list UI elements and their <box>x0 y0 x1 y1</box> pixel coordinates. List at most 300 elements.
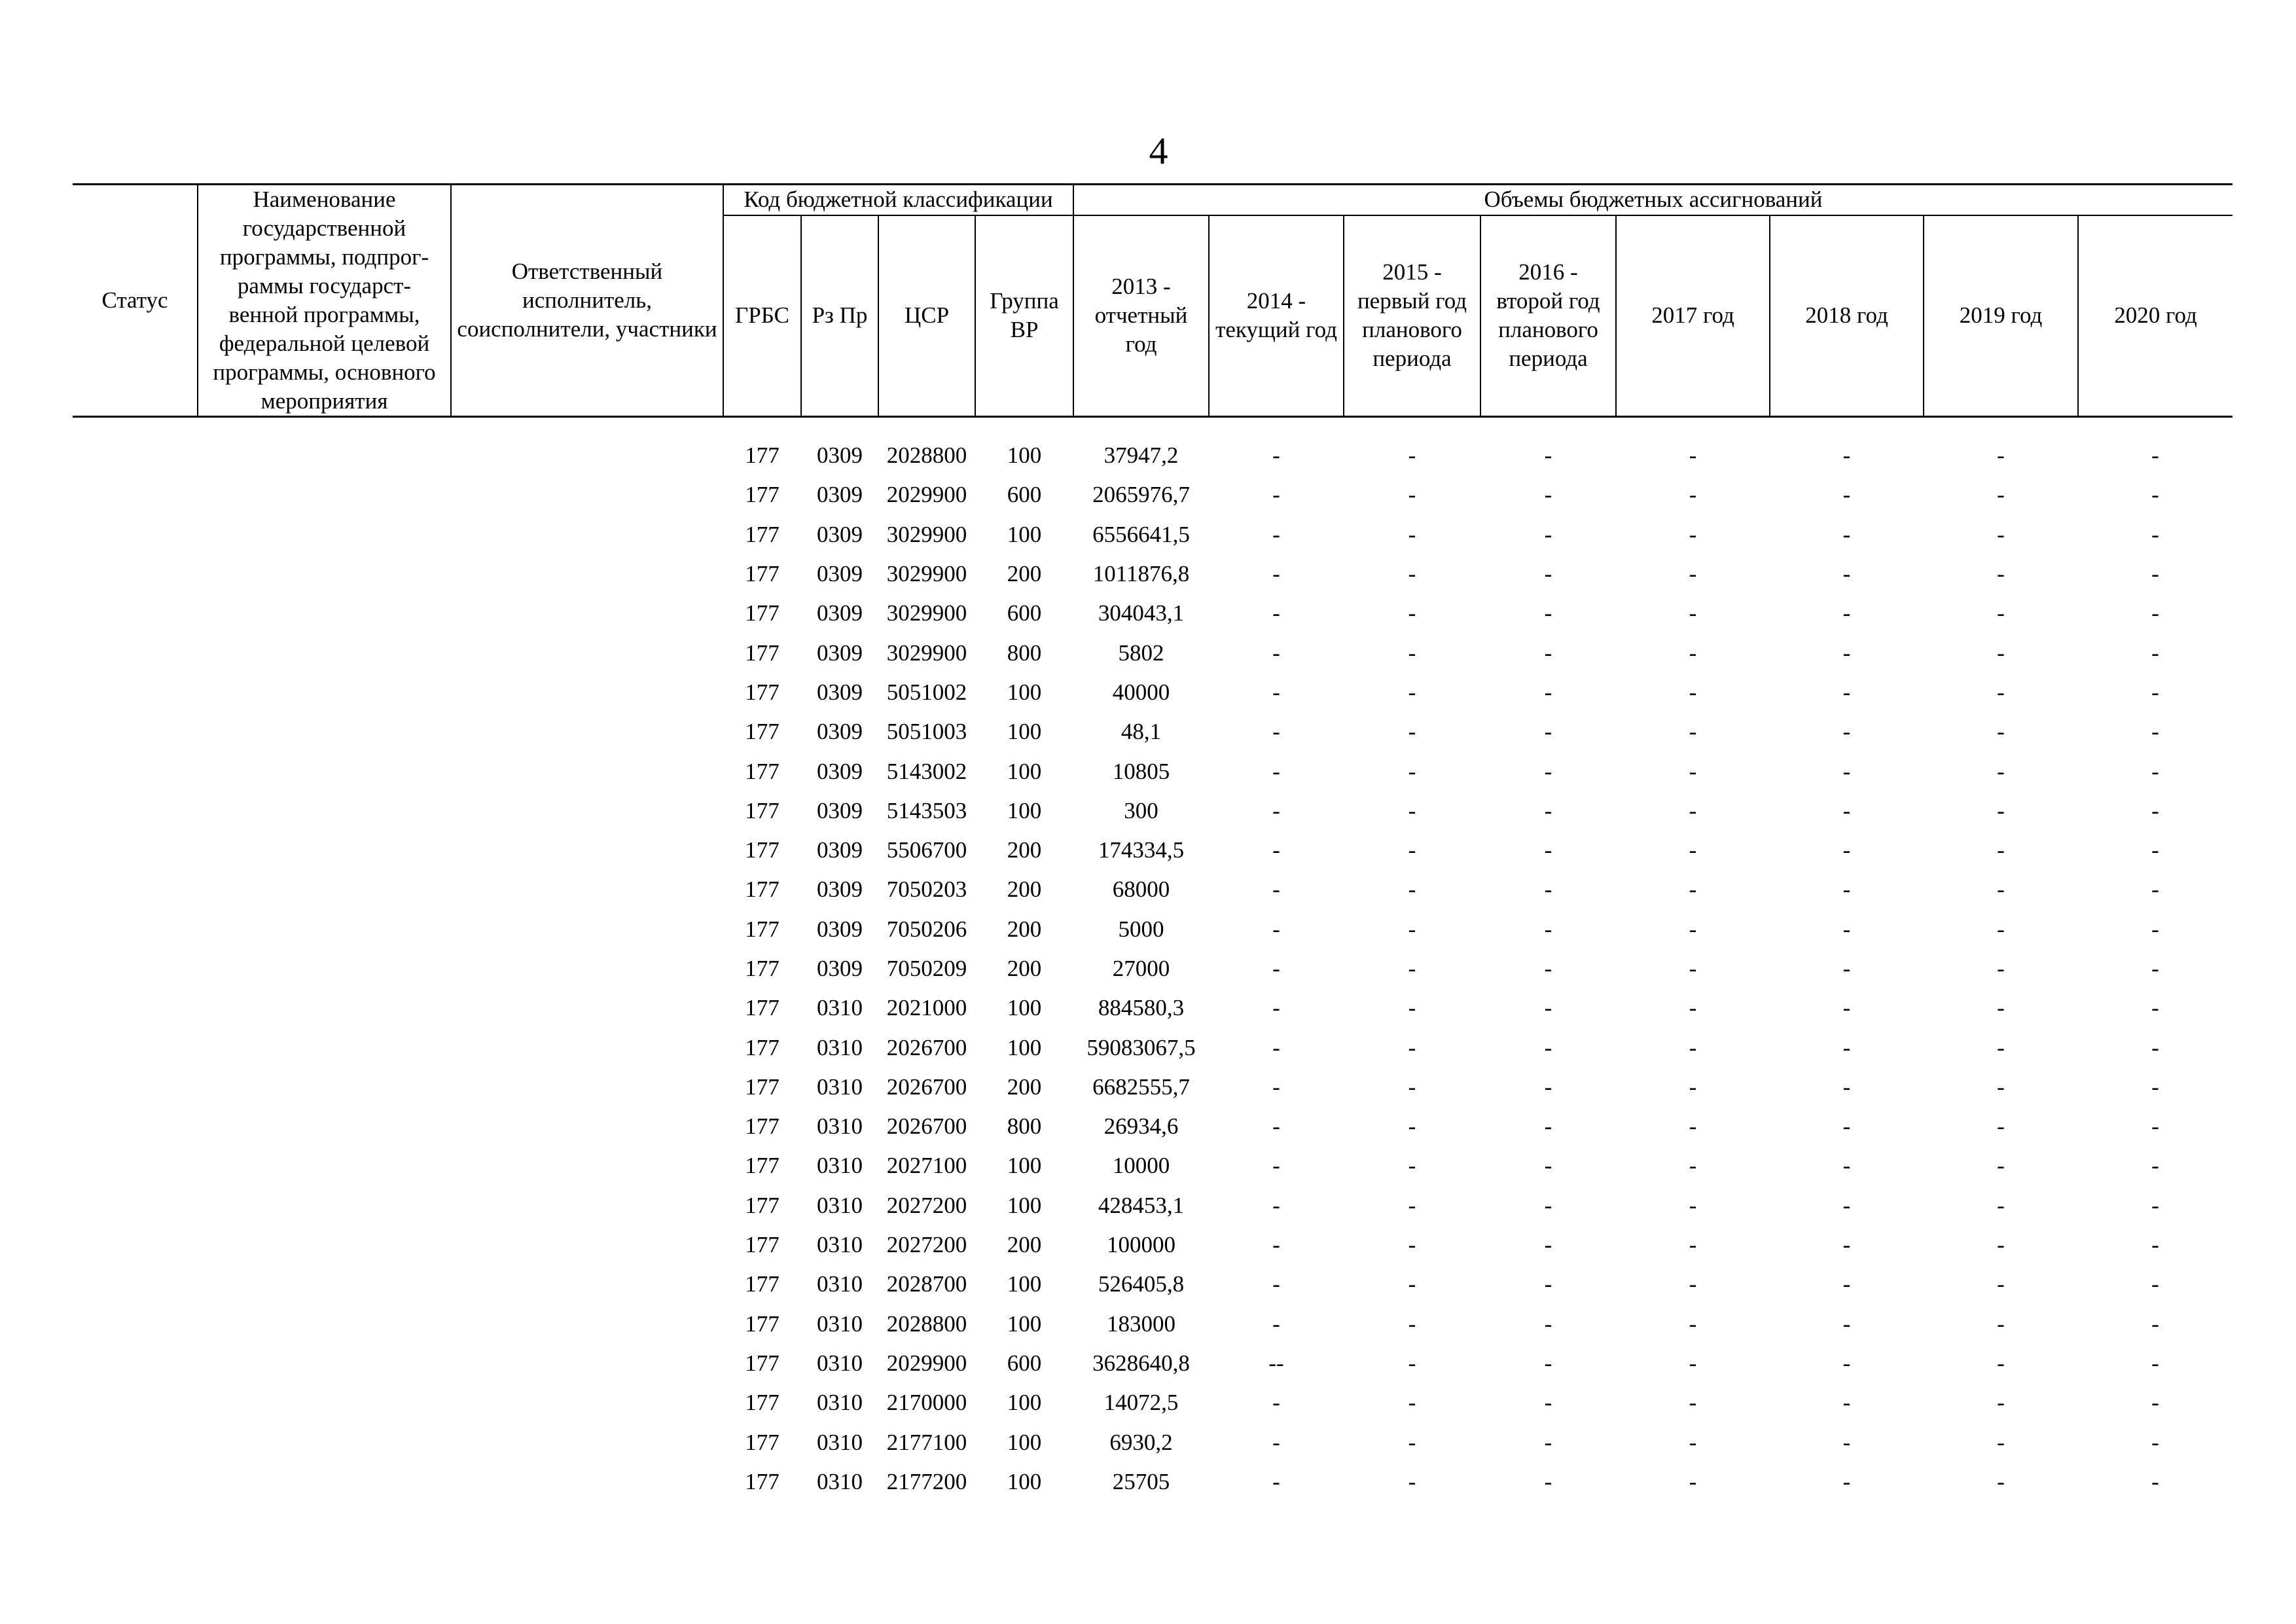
cell-status <box>73 712 198 751</box>
cell-2017: - <box>1689 1074 1697 1100</box>
cell-responsible <box>451 1107 723 1146</box>
table-row <box>73 988 2233 1028</box>
cell-2015: - <box>1408 442 1416 469</box>
cell-2014: - <box>1272 1310 1280 1337</box>
cell-grbs: 177 <box>745 1232 780 1258</box>
cell-2017: - <box>1689 1310 1697 1337</box>
cell-program-name <box>198 1344 451 1383</box>
cell-2015: - <box>1408 719 1416 745</box>
header-rzpr: Рз Пр <box>801 215 878 417</box>
cell-2019: - <box>1997 956 2005 981</box>
cell-2014: - <box>1272 1113 1280 1140</box>
cell-status <box>73 1186 198 1225</box>
cell-2014: - <box>1272 679 1280 705</box>
cell-2018: - <box>1842 1034 1851 1060</box>
cell-2020: - <box>2151 1429 2159 1455</box>
cell-2020: - <box>2151 916 2159 942</box>
cell-rzpr: 0310 <box>817 1350 863 1376</box>
cell-rzpr: 0309 <box>817 482 863 508</box>
cell-2017: - <box>1689 1034 1697 1060</box>
cell-vr: 200 <box>1007 1232 1042 1258</box>
cell-2015: - <box>1408 1310 1416 1337</box>
cell-vr: 100 <box>1007 1034 1042 1060</box>
cell-responsible <box>451 1186 723 1225</box>
cell-program-name <box>198 988 451 1028</box>
cell-vr: 100 <box>1007 1468 1042 1494</box>
cell-2018: - <box>1842 1468 1851 1494</box>
cell-status <box>73 870 198 909</box>
table-row <box>73 751 2233 791</box>
cell-csr: 2027100 <box>886 1153 967 1179</box>
cell-responsible <box>451 1028 723 1067</box>
cell-status <box>73 673 198 712</box>
cell-2017: - <box>1689 719 1697 745</box>
cell-2013: 6682555,7 <box>1092 1074 1190 1100</box>
cell-grbs: 177 <box>745 1034 780 1060</box>
cell-rzpr: 0310 <box>817 1034 863 1060</box>
table-row <box>73 712 2233 751</box>
cell-2014: - <box>1272 521 1280 547</box>
cell-2015: - <box>1408 1390 1416 1416</box>
cell-csr: 5506700 <box>886 837 967 863</box>
cell-vr: 800 <box>1007 1113 1042 1140</box>
cell-2016: - <box>1544 1468 1552 1494</box>
cell-program-name <box>198 673 451 712</box>
cell-grbs: 177 <box>745 679 780 705</box>
cell-2013: 5802 <box>1118 640 1164 666</box>
cell-2015: - <box>1408 916 1416 942</box>
cell-2018: - <box>1842 521 1851 547</box>
cell-2017: - <box>1689 1271 1697 1297</box>
cell-2020: - <box>2151 837 2159 863</box>
table-row <box>73 673 2233 712</box>
cell-2020: - <box>2151 1113 2159 1140</box>
cell-2020: - <box>2151 1390 2159 1416</box>
cell-2018: - <box>1842 837 1851 863</box>
cell-status <box>73 1225 198 1265</box>
cell-2015: - <box>1408 1074 1416 1100</box>
cell-2014: - <box>1272 482 1280 508</box>
cell-2020: - <box>2151 442 2159 469</box>
cell-2017: - <box>1689 1390 1697 1416</box>
cell-2014: - <box>1272 1429 1280 1455</box>
cell-vr: 100 <box>1007 1153 1042 1179</box>
cell-2020: - <box>2151 797 2159 823</box>
cell-2017: - <box>1689 640 1697 666</box>
cell-csr: 2028700 <box>886 1271 967 1297</box>
table-row <box>73 1225 2233 1265</box>
table-row <box>73 633 2233 672</box>
header-status: Статус <box>73 185 198 417</box>
cell-2015: - <box>1408 1429 1416 1455</box>
cell-2014: - <box>1272 1074 1280 1100</box>
cell-2013: 526405,8 <box>1098 1271 1185 1297</box>
cell-grbs: 177 <box>745 1468 780 1494</box>
cell-2020: - <box>2151 719 2159 745</box>
cell-grbs: 177 <box>745 837 780 863</box>
cell-responsible <box>451 949 723 988</box>
cell-2013: 183000 <box>1107 1310 1175 1337</box>
cell-csr: 2026700 <box>886 1074 967 1100</box>
cell-2020: - <box>2151 1232 2159 1258</box>
cell-responsible <box>451 515 723 554</box>
cell-program-name <box>198 1028 451 1067</box>
cell-2014: - <box>1272 561 1280 587</box>
cell-2014: - <box>1272 758 1280 784</box>
cell-2019: - <box>1997 679 2005 705</box>
cell-2014: - <box>1272 1153 1280 1179</box>
header-responsible: Ответственный исполнитель, соисполнители, участники <box>451 185 723 417</box>
cell-responsible <box>451 554 723 594</box>
cell-grbs: 177 <box>745 1113 780 1140</box>
cell-2019: - <box>1997 837 2005 863</box>
cell-2016: - <box>1544 837 1552 863</box>
cell-2018: - <box>1842 1350 1851 1376</box>
cell-vr: 200 <box>1007 561 1042 587</box>
table-row <box>73 949 2233 988</box>
table-row <box>73 554 2233 594</box>
cell-2015: - <box>1408 1271 1416 1297</box>
header-csr: ЦСР <box>878 215 975 417</box>
cell-grbs: 177 <box>745 1350 780 1376</box>
cell-rzpr: 0310 <box>817 1310 863 1337</box>
cell-program-name <box>198 1265 451 1304</box>
cell-2019: - <box>1997 1113 2005 1140</box>
cell-2015: - <box>1408 1113 1416 1140</box>
cell-2013: 6556641,5 <box>1092 521 1190 547</box>
cell-status <box>73 554 198 594</box>
cell-2018: - <box>1842 956 1851 981</box>
cell-2019: - <box>1997 561 2005 587</box>
cell-rzpr: 0310 <box>817 1468 863 1494</box>
cell-rzpr: 0310 <box>817 995 863 1021</box>
cell-csr: 2029900 <box>886 482 967 508</box>
cell-2019: - <box>1997 640 2005 666</box>
cell-2018: - <box>1842 1153 1851 1179</box>
cell-program-name <box>198 1186 451 1225</box>
cell-rzpr: 0309 <box>817 956 863 981</box>
cell-vr: 100 <box>1007 758 1042 784</box>
cell-2016: - <box>1544 482 1552 508</box>
cell-program-name <box>198 1068 451 1107</box>
cell-2014: - <box>1272 995 1280 1021</box>
cell-responsible <box>451 1422 723 1462</box>
cell-grbs: 177 <box>745 956 780 981</box>
cell-status <box>73 1265 198 1304</box>
cell-2013: 27000 <box>1112 956 1170 981</box>
cell-2017: - <box>1689 1350 1697 1376</box>
cell-grbs: 177 <box>745 876 780 903</box>
cell-2018: - <box>1842 600 1851 626</box>
cell-2020: - <box>2151 1074 2159 1100</box>
cell-2013: 100000 <box>1107 1232 1175 1258</box>
cell-2016: - <box>1544 956 1552 981</box>
cell-2018: - <box>1842 758 1851 784</box>
cell-vr: 100 <box>1007 995 1042 1021</box>
cell-csr: 2027200 <box>886 1192 967 1218</box>
cell-2017: - <box>1689 1468 1697 1494</box>
cell-2020: - <box>2151 876 2159 903</box>
cell-csr: 3029900 <box>886 640 967 666</box>
cell-2017: - <box>1689 956 1697 981</box>
cell-vr: 100 <box>1007 719 1042 745</box>
header-2018: 2018 год <box>1770 215 1924 417</box>
cell-csr: 2177100 <box>886 1429 967 1455</box>
cell-program-name <box>198 712 451 751</box>
cell-vr: 600 <box>1007 1350 1042 1376</box>
cell-rzpr: 0310 <box>817 1192 863 1218</box>
cell-2018: - <box>1842 442 1851 469</box>
cell-csr: 3029900 <box>886 600 967 626</box>
cell-2020: - <box>2151 1468 2159 1494</box>
cell-2015: - <box>1408 521 1416 547</box>
cell-program-name <box>198 1146 451 1185</box>
cell-rzpr: 0310 <box>817 1232 863 1258</box>
cell-rzpr: 0309 <box>817 876 863 903</box>
cell-2013: 26934,6 <box>1103 1113 1179 1140</box>
cell-vr: 100 <box>1007 1310 1042 1337</box>
header-grbs: ГРБС <box>723 215 801 417</box>
cell-2019: - <box>1997 1429 2005 1455</box>
cell-2015: - <box>1408 561 1416 587</box>
cell-2015: - <box>1408 1232 1416 1258</box>
table-row <box>73 436 2233 475</box>
cell-2013: 37947,2 <box>1103 442 1179 469</box>
cell-rzpr: 0309 <box>817 758 863 784</box>
table-row <box>73 515 2233 554</box>
cell-2013: 48,1 <box>1121 719 1162 745</box>
cell-2014: - <box>1272 640 1280 666</box>
cell-2016: - <box>1544 876 1552 903</box>
cell-2013: 884580,3 <box>1098 995 1185 1021</box>
cell-grbs: 177 <box>745 1390 780 1416</box>
cell-csr: 2170000 <box>886 1390 967 1416</box>
cell-csr: 2028800 <box>886 442 967 469</box>
header-2019: 2019 год <box>1924 215 2078 417</box>
cell-2020: - <box>2151 561 2159 587</box>
cell-2016: - <box>1544 679 1552 705</box>
cell-2018: - <box>1842 1232 1851 1258</box>
cell-2015: - <box>1408 679 1416 705</box>
cell-vr: 100 <box>1007 1429 1042 1455</box>
cell-2019: - <box>1997 995 2005 1021</box>
cell-2015: - <box>1408 956 1416 981</box>
table-row <box>73 1068 2233 1107</box>
cell-2018: - <box>1842 1271 1851 1297</box>
cell-csr: 7050209 <box>886 956 967 981</box>
cell-2020: - <box>2151 600 2159 626</box>
cell-2013: 10805 <box>1112 758 1170 784</box>
cell-2020: - <box>2151 1192 2159 1218</box>
cell-vr: 200 <box>1007 1074 1042 1100</box>
cell-2017: - <box>1689 995 1697 1021</box>
cell-program-name <box>198 1107 451 1146</box>
cell-2017: - <box>1689 1153 1697 1179</box>
header-2016: 2016 - второй год планового периода <box>1480 215 1616 417</box>
cell-2015: - <box>1408 995 1416 1021</box>
cell-grbs: 177 <box>745 1192 780 1218</box>
cell-2015: - <box>1408 1350 1416 1376</box>
cell-2013: 304043,1 <box>1098 600 1185 626</box>
cell-responsible <box>451 1068 723 1107</box>
cell-vr: 800 <box>1007 640 1042 666</box>
cell-2016: - <box>1544 1113 1552 1140</box>
cell-responsible <box>451 751 723 791</box>
cell-responsible <box>451 1265 723 1304</box>
cell-responsible <box>451 475 723 514</box>
cell-vr: 100 <box>1007 679 1042 705</box>
cell-2016: - <box>1544 1429 1552 1455</box>
cell-2016: - <box>1544 600 1552 626</box>
cell-2014: - <box>1272 837 1280 863</box>
table-row <box>73 1344 2233 1383</box>
cell-2017: - <box>1689 482 1697 508</box>
table-row <box>73 1146 2233 1185</box>
table-row <box>73 1305 2233 1344</box>
cell-2019: - <box>1997 1271 2005 1297</box>
cell-csr: 7050203 <box>886 876 967 903</box>
cell-2016: - <box>1544 1232 1552 1258</box>
cell-grbs: 177 <box>745 1310 780 1337</box>
cell-2013: 174334,5 <box>1098 837 1185 863</box>
header-2017: 2017 год <box>1616 215 1770 417</box>
cell-2015: - <box>1408 876 1416 903</box>
cell-2016: - <box>1544 1350 1552 1376</box>
header-program-name: Наименование государственной программы, подпрог- раммы государст- венной программы, федеральной целевой программы, основного мероприятия <box>198 185 451 417</box>
cell-responsible <box>451 1225 723 1265</box>
cell-2013: 6930,2 <box>1109 1429 1173 1455</box>
cell-2014: - <box>1272 1232 1280 1258</box>
cell-2016: - <box>1544 1074 1552 1100</box>
table-row <box>73 910 2233 949</box>
cell-2014: - <box>1272 442 1280 469</box>
cell-responsible <box>451 1383 723 1422</box>
cell-2020: - <box>2151 521 2159 547</box>
cell-2018: - <box>1842 797 1851 823</box>
cell-rzpr: 0309 <box>817 719 863 745</box>
cell-2013: 68000 <box>1112 876 1170 903</box>
cell-2013: 428453,1 <box>1098 1192 1185 1218</box>
cell-csr: 2027200 <box>886 1232 967 1258</box>
cell-status <box>73 1344 198 1383</box>
cell-rzpr: 0309 <box>817 442 863 469</box>
cell-2019: - <box>1997 916 2005 942</box>
cell-2016: - <box>1544 1271 1552 1297</box>
cell-2016: - <box>1544 1192 1552 1218</box>
cell-csr: 2021000 <box>886 995 967 1021</box>
page-number: 4 <box>1149 130 1168 172</box>
cell-responsible <box>451 633 723 672</box>
cell-program-name <box>198 1225 451 1265</box>
cell-2014: - <box>1272 1468 1280 1494</box>
cell-csr: 5051002 <box>886 679 967 705</box>
cell-2018: - <box>1842 876 1851 903</box>
cell-2014: - <box>1272 876 1280 903</box>
cell-status <box>73 633 198 672</box>
cell-grbs: 177 <box>745 995 780 1021</box>
cell-grbs: 177 <box>745 719 780 745</box>
cell-rzpr: 0309 <box>817 916 863 942</box>
cell-status <box>73 1462 198 1502</box>
cell-2017: - <box>1689 679 1697 705</box>
cell-csr: 3029900 <box>886 561 967 587</box>
cell-2015: - <box>1408 482 1416 508</box>
cell-program-name <box>198 594 451 633</box>
cell-responsible <box>451 988 723 1028</box>
cell-grbs: 177 <box>745 916 780 942</box>
cell-status <box>73 1068 198 1107</box>
cell-2018: - <box>1842 1429 1851 1455</box>
cell-2018: - <box>1842 679 1851 705</box>
cell-2018: - <box>1842 916 1851 942</box>
cell-rzpr: 0310 <box>817 1390 863 1416</box>
cell-2017: - <box>1689 916 1697 942</box>
cell-vr: 600 <box>1007 482 1042 508</box>
table-row <box>73 1265 2233 1304</box>
header-budget-code-group: Код бюджетной классификации <box>723 185 1073 215</box>
cell-responsible <box>451 712 723 751</box>
cell-status <box>73 1146 198 1185</box>
cell-2017: - <box>1689 561 1697 587</box>
table-row <box>73 475 2233 514</box>
cell-2017: - <box>1689 758 1697 784</box>
cell-2017: - <box>1689 1232 1697 1258</box>
cell-2019: - <box>1997 1232 2005 1258</box>
cell-responsible <box>451 1462 723 1502</box>
cell-2020: - <box>2151 1350 2159 1376</box>
cell-2019: - <box>1997 1468 2005 1494</box>
cell-2015: - <box>1408 1468 1416 1494</box>
cell-grbs: 177 <box>745 1271 780 1297</box>
cell-2014: - <box>1272 1192 1280 1218</box>
cell-2019: - <box>1997 876 2005 903</box>
cell-2016: - <box>1544 1034 1552 1060</box>
cell-status <box>73 791 198 831</box>
cell-csr: 2177200 <box>886 1468 967 1494</box>
cell-status <box>73 1422 198 1462</box>
cell-rzpr: 0309 <box>817 837 863 863</box>
cell-vr: 100 <box>1007 797 1042 823</box>
cell-rzpr: 0310 <box>817 1429 863 1455</box>
cell-2013: 59083067,5 <box>1086 1034 1196 1060</box>
cell-2013: 10000 <box>1112 1153 1170 1179</box>
cell-2014: - <box>1272 797 1280 823</box>
cell-2016: - <box>1544 561 1552 587</box>
cell-2017: - <box>1689 837 1697 863</box>
cell-grbs: 177 <box>745 482 780 508</box>
cell-2018: - <box>1842 1390 1851 1416</box>
cell-rzpr: 0309 <box>817 679 863 705</box>
cell-2020: - <box>2151 1271 2159 1297</box>
cell-2018: - <box>1842 719 1851 745</box>
table-body <box>73 436 2233 1502</box>
cell-2016: - <box>1544 995 1552 1021</box>
cell-grbs: 177 <box>745 442 780 469</box>
cell-2014: - <box>1272 1271 1280 1297</box>
cell-vr: 200 <box>1007 837 1042 863</box>
cell-2019: - <box>1997 1074 2005 1100</box>
cell-program-name <box>198 436 451 475</box>
cell-program-name <box>198 554 451 594</box>
cell-responsible <box>451 1305 723 1344</box>
cell-status <box>73 436 198 475</box>
cell-rzpr: 0309 <box>817 521 863 547</box>
cell-2017: - <box>1689 1192 1697 1218</box>
cell-2019: - <box>1997 521 2005 547</box>
cell-responsible <box>451 831 723 870</box>
cell-program-name <box>198 1462 451 1502</box>
cell-rzpr: 0310 <box>817 1271 863 1297</box>
